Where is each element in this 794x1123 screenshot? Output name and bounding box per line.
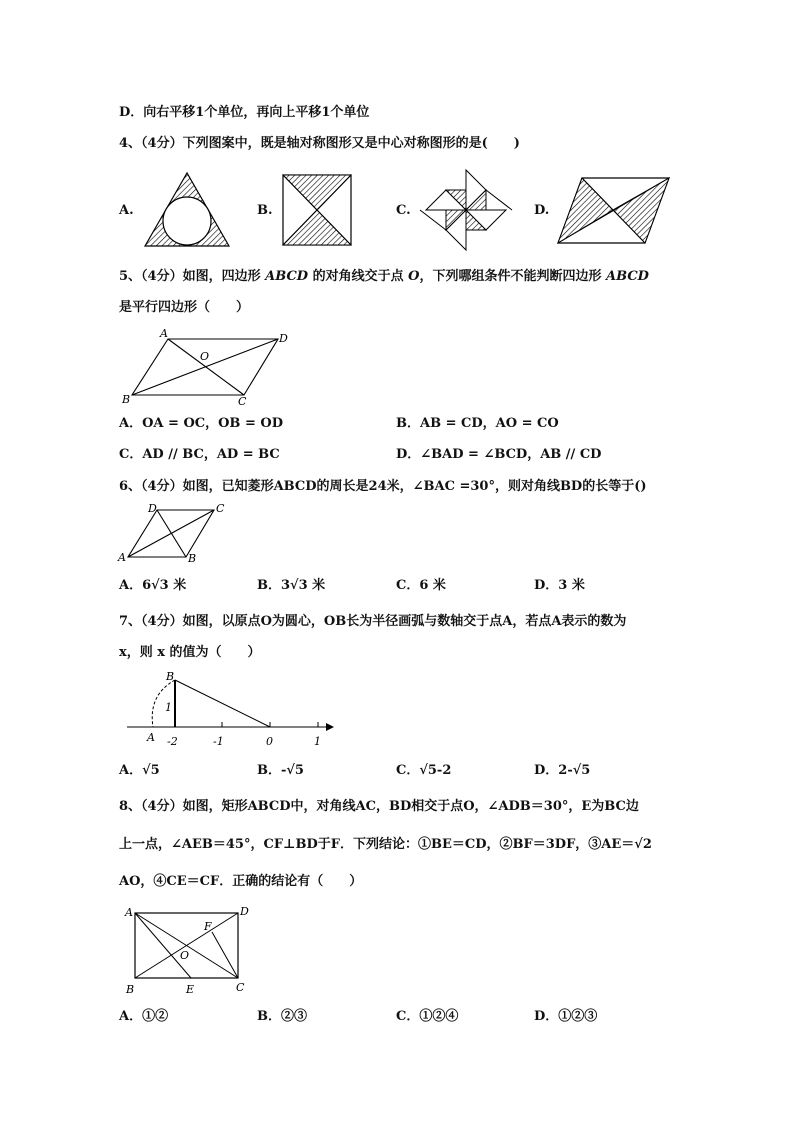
q7-label-b: B: [166, 670, 175, 683]
q8-label-f: F: [204, 920, 212, 933]
q5-stem-line2: 是平行四边形（ ）: [119, 300, 250, 315]
q4-option-c-label: C.: [396, 203, 411, 218]
q7-stem-line1: 7、（4分）如图，以原点O为圆心，OB长为半径画弧与数轴交于点A，若点A表示的数为: [119, 614, 627, 629]
q5-stem-line1: 5、（4分）如图，四边形 ABCD 的对角线交于点 O，下列哪组条件不能判断四边形 ABCD: [119, 269, 649, 284]
q4-stem: 4、（4分）下列图案中，既是轴对称图形又是中心对称图形的是( ): [119, 136, 520, 151]
q4-option-b-label: B.: [257, 203, 273, 218]
q8-stem-line3: AO，④CE＝CF．正确的结论有（ ）: [119, 874, 363, 889]
q5-option-b: B．AB = CD，AO = CO: [396, 416, 559, 431]
q8-stem-line2: 上一点，∠AEB＝45°，CF⊥BD于F．下列结论：①BE＝CD，②BF＝3DF，③AE＝√2: [119, 837, 652, 852]
q8-option-c: C．①②④: [396, 1009, 459, 1024]
q5-label-c: C: [238, 395, 247, 408]
q5-option-c: C．AD // BC，AD = BC: [119, 447, 280, 462]
q7-option-d: D．2-√5: [534, 763, 591, 778]
q6-option-c: C．6 米: [396, 578, 446, 593]
q8-label-b: B: [126, 983, 135, 996]
q8-label-o: O: [180, 949, 190, 962]
q8-label-c: C: [236, 981, 245, 994]
q6-label-b: B: [188, 552, 197, 565]
q7-label-a: A: [147, 731, 155, 744]
q6-label-c: C: [216, 502, 225, 515]
q6-option-d: D．3 米: [534, 578, 585, 593]
q8-option-a: A．①②: [119, 1009, 169, 1024]
q5-label-d: D: [279, 332, 288, 345]
q5-option-d: D．∠BAD = ∠BCD，AB // CD: [396, 447, 602, 462]
q7-stem-line2: x，则 x 的值为（ ）: [119, 645, 261, 660]
q6-stem: 6、（4分）如图，已知菱形ABCD的周长是24米，∠BAC =30°，则对角线BD的长等于(): [119, 479, 647, 494]
q8-option-b: B．②③: [257, 1009, 307, 1024]
q7-option-b: B．-√5: [257, 763, 304, 778]
q5-label-b: B: [122, 393, 131, 406]
q8-stem-line1: 8、（4分）如图，矩形ABCD中，对角线AC，BD相交于点O，∠ADB＝30°，E为BC边: [119, 799, 639, 814]
q8-label-d: D: [240, 905, 249, 918]
q6-label-d: D: [148, 502, 157, 515]
q7-option-a: A．√5: [119, 763, 160, 778]
q7-tick-neg2: -2: [167, 735, 178, 748]
q5-label-o: O: [200, 350, 210, 363]
q6-option-b: B．3√3 米: [257, 578, 326, 593]
previous-question-option-d: D．向右平移1个单位，再向上平移1个单位: [119, 105, 370, 120]
q5-label-a: A: [160, 327, 168, 340]
q7-label-1: 1: [165, 701, 172, 714]
q7-tick-0: 0: [266, 735, 273, 748]
q7-tick-1: 1: [314, 735, 321, 748]
q6-label-a: A: [118, 551, 126, 564]
q4-option-d-label: D.: [534, 203, 550, 218]
q8-label-a: A: [125, 906, 133, 919]
q6-option-a: A．6√3 米: [119, 578, 187, 593]
q7-tick-neg1: -1: [213, 735, 224, 748]
q4-option-a-label: A.: [119, 203, 134, 218]
q7-option-c: C．√5-2: [396, 763, 452, 778]
q8-label-e: E: [186, 983, 195, 996]
q8-option-d: D．①②③: [534, 1009, 598, 1024]
q5-option-a: A．OA = OC，OB = OD: [119, 416, 283, 431]
